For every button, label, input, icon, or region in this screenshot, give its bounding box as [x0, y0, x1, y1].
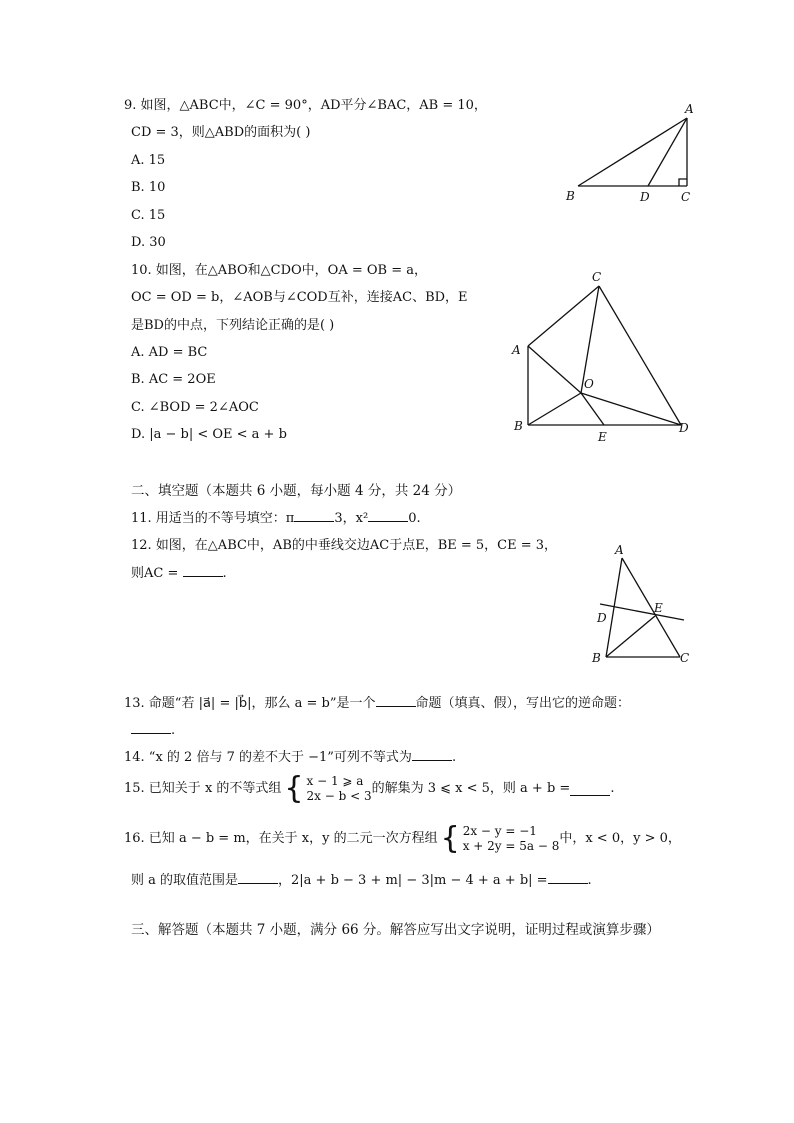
q15-sys-row2: 2x − b < 3 [306, 789, 372, 803]
q9-label-b: B [566, 189, 575, 203]
q13-blank-1[interactable] [376, 694, 416, 707]
q11-text-a: 11. 用适当的不等号填空：π [131, 511, 295, 526]
left-brace-icon: { [284, 771, 304, 806]
q16-blank-1[interactable] [238, 871, 278, 884]
q11-blank-2[interactable] [368, 509, 408, 522]
q16-text-d: ，2|a + b − 3 + m| − 3|m − 4 + a + b| = [278, 873, 548, 888]
q15-blank[interactable] [570, 783, 610, 796]
q16-sys-row2: x + 2y = 5a − 8 [462, 839, 560, 853]
q10-label-o: O [584, 377, 594, 391]
q9-label-d: D [640, 190, 650, 204]
q13-line2 [131, 721, 175, 740]
q12-label-a: A [615, 543, 624, 557]
q11-text-c: 0. [408, 511, 421, 526]
q16-text-a: 16. 已知 a − b = m，在关于 x，y 的二元一次方程组 [124, 831, 438, 846]
section3-heading: 三、解答题（本题共 7 小题，满分 66 分。解答应写出文字说明，证明过程或演算步骤） [131, 922, 660, 938]
q9-figure [560, 100, 700, 210]
q16-line2 [131, 871, 592, 890]
q10-label-a: A [512, 343, 521, 357]
q12-figure [585, 540, 695, 670]
q10-option-d: D. |a − b| < OE < a + b [131, 427, 287, 442]
q13-text-a: 13. 命题“若 |a⃗| = |b⃗|，那么 a = b”是一个 [124, 696, 376, 711]
q10-stem-line3: 是BD的中点，下列结论正确的是( ) [131, 318, 335, 333]
q11-line [131, 509, 421, 528]
q12-label-e: E [654, 601, 663, 615]
q12-label-d: D [597, 611, 607, 625]
q9-option-a: A. 15 [131, 153, 166, 168]
q16-line1 [124, 821, 681, 856]
q10-label-c: C [592, 270, 602, 284]
q9-option-d: D. 30 [131, 235, 166, 250]
q16-sys-row1: 2x − y = −1 [462, 824, 537, 838]
q9-option-c: C. 15 [131, 208, 166, 223]
q10-label-e: E [598, 430, 607, 444]
q13-text-b: 命题（填真、假），写出它的逆命题： [415, 696, 631, 711]
q9-label-a: A [685, 102, 694, 116]
q9-label-c: C [681, 190, 691, 204]
q11-blank-1[interactable] [294, 509, 334, 522]
q16-blank-2[interactable] [548, 871, 588, 884]
q12-text-a: 则AC = [131, 566, 183, 581]
q10-label-d: D [679, 421, 689, 435]
q14-line [124, 748, 456, 767]
q15-text-a: 15. 已知关于 x 的不等式组 [124, 781, 282, 796]
q10-figure [505, 268, 705, 448]
q16-text-c: 则 a 的取值范围是 [131, 873, 239, 888]
q15-sys-row1: x − 1 ⩾ a [306, 774, 364, 788]
q11-text-b: 3，x² [334, 511, 369, 526]
q10-option-b: B. AC = 2OE [131, 372, 216, 387]
q15-inequality-system [307, 774, 372, 804]
q12-label-c: C [680, 651, 690, 665]
q12-stem-line1: 12. 如图，在△ABC中，AB的中垂线交边AC于点E，BE = 5，CE = 3， [131, 538, 558, 553]
q9-stem-line1: 9. 如图，△ABC中，∠C = 90°，AD平分∠BAC，AB = 10， [124, 98, 487, 113]
q12-blank[interactable] [183, 564, 223, 577]
q13-text-c: . [171, 723, 176, 738]
q10-stem-line1: 10. 如图，在△ABO和△CDO中，OA = OB = a， [131, 263, 427, 278]
q9-stem-line2: CD = 3，则△ABD的面积为( ) [131, 125, 311, 140]
q10-stem-line2: OC = OD = b，∠AOB与∠COD互补，连接AC、BD，E [131, 290, 468, 305]
q9-option-b: B. 10 [131, 180, 166, 195]
q12-label-b: B [592, 651, 601, 665]
q13-blank-2[interactable] [131, 721, 171, 734]
section2-heading: 二、填空题（本题共 6 小题，每小题 4 分，共 24 分） [131, 483, 462, 499]
q15-text-c: . [610, 781, 615, 796]
q10-option-c: C. ∠BOD = 2∠AOC [131, 400, 259, 415]
q13-line1 [124, 694, 630, 713]
q14-text-b: . [451, 750, 457, 765]
q16-equation-system [463, 824, 560, 854]
q15-text-b: 的解集为 3 ⩽ x < 5，则 a + b = [371, 781, 571, 796]
q12-text-b: . [222, 566, 227, 581]
left-brace-icon: { [440, 821, 460, 856]
q14-text-a: 14. “x 的 2 倍与 7 的差不大于 −1”可列不等式为 [124, 750, 412, 765]
q10-option-a: A. AD = BC [131, 345, 208, 360]
q12-stem-line2 [131, 564, 227, 583]
q15-line [124, 771, 615, 806]
q16-text-e: . [587, 873, 592, 888]
q10-label-b: B [514, 419, 523, 433]
q16-text-b: 中，x < 0，y > 0， [559, 831, 681, 846]
q14-blank[interactable] [412, 748, 452, 761]
